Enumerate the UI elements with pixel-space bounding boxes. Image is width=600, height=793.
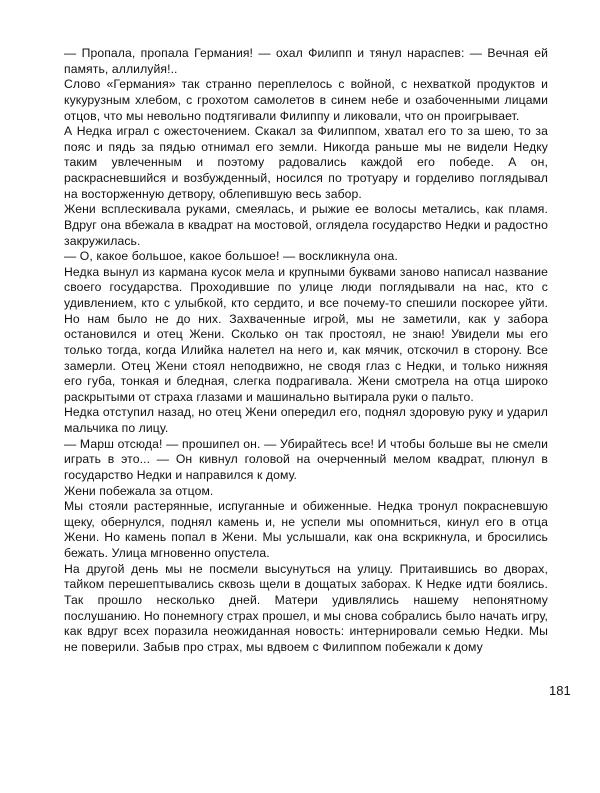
paragraph: — Пропала, пропала Германия! — охал Филипп и тянул нараспев: — Вечная ей память, аллилуйя!.. — [64, 46, 548, 76]
paragraph: А Недка играл с ожесточением. Скакал за Филиппом, хватал его то за шею, то за пояс и пядь за пядью отнимал его земли. Никогда раньше мы не видели Недку таким увлеченным и поэтому радовались каждой его победе. А он, раскрасневшийся и возбужденный, носился по тротуару и горделиво поглядывал на восторженную детвору, облепившую весь забор. — [64, 124, 548, 201]
paragraph: Недка отступил назад, но отец Жени опередил его, поднял здоровую руку и ударил мальчика по лицу. — [64, 405, 548, 435]
paragraph: На другой день мы не посмели высунуться на улицу. Притаившись во дворах, тайком перешептывались сквозь щели в дощатых заборах. К Недке идти боялись. Так прошло несколько дней. Матери удивлялись нашему непонятному послушанию. Но понемногу страх прошел, и мы снова собрались было начать игру, как вдруг всех поразила неожиданная новость: интернировали семью Недки. Мы не поверили. Забыв про страх, мы вдвоем с Филиппом побежали к дому — [64, 561, 548, 654]
paragraph: Мы стояли растерянные, испуганные и обиженные. Недка тронул покрасневшую щеку, обернулся, поднял камень и, не успели мы опомниться, кинул его в отца Жени. Но камень попал в Жени. Мы услышали, как она вскрикнула, и бросились бежать. Улица мгновенно опустела. — [64, 499, 548, 560]
paragraph: Недка вынул из кармана кусок мела и крупными буквами заново написал название своего государства. Проходившие по улице люди поглядывали на нас, кто с удивлением, кто с улыбкой, кто сердито, и все почему-то спешили поскорее уйти. Но нам было не до них. Захваченные игрой, мы не заметили, как у забора остановился и отец Жени. Сколько он так простоял, не знаю! Увидели мы его только тогда, когда Илийка налетел на него и, как мячик, отскочил в сторону. Все замерли. Отец Жени стоял неподвижно, не сводя глаз с Недки, и только нижняя его губа, тонкая и бледная, слегка подрагивала. Жени смотрела на отца широко раскрытыми от страха глазами и машинально вытирала руки о пальто. — [64, 264, 548, 404]
page-number: 181 — [549, 683, 571, 698]
paragraph: Жени побежала за отцом. — [64, 483, 214, 498]
paragraph: Жени всплескивала руками, смеялась, и рыжие ее волосы метались, как пламя. Вдруг она вбежала в квадрат на мостовой, оглядела государство Недки и радостно закружилась. — [64, 202, 548, 248]
paragraph: — Марш отсюда! — прошипел он. — Убирайтесь все! И чтобы больше вы не смели играть в это... — Он кивнул головой на очерченный мелом квадрат, плюнул в государство Недки и направился к дому. — [64, 436, 548, 482]
paragraph: — О, какое большое, какое большое! — воскликнула она. — [64, 249, 398, 264]
body-text — [64, 46, 548, 655]
paragraph: Слово «Германия» так странно переплелось с войной, с нехваткой продуктов и кукурузным хлебом, с грохотом самолетов в синем небе и озабоченными лицами отцов, что мы невольно подтягивали Филиппу и ликовали, что он проигрывает. — [64, 77, 548, 123]
